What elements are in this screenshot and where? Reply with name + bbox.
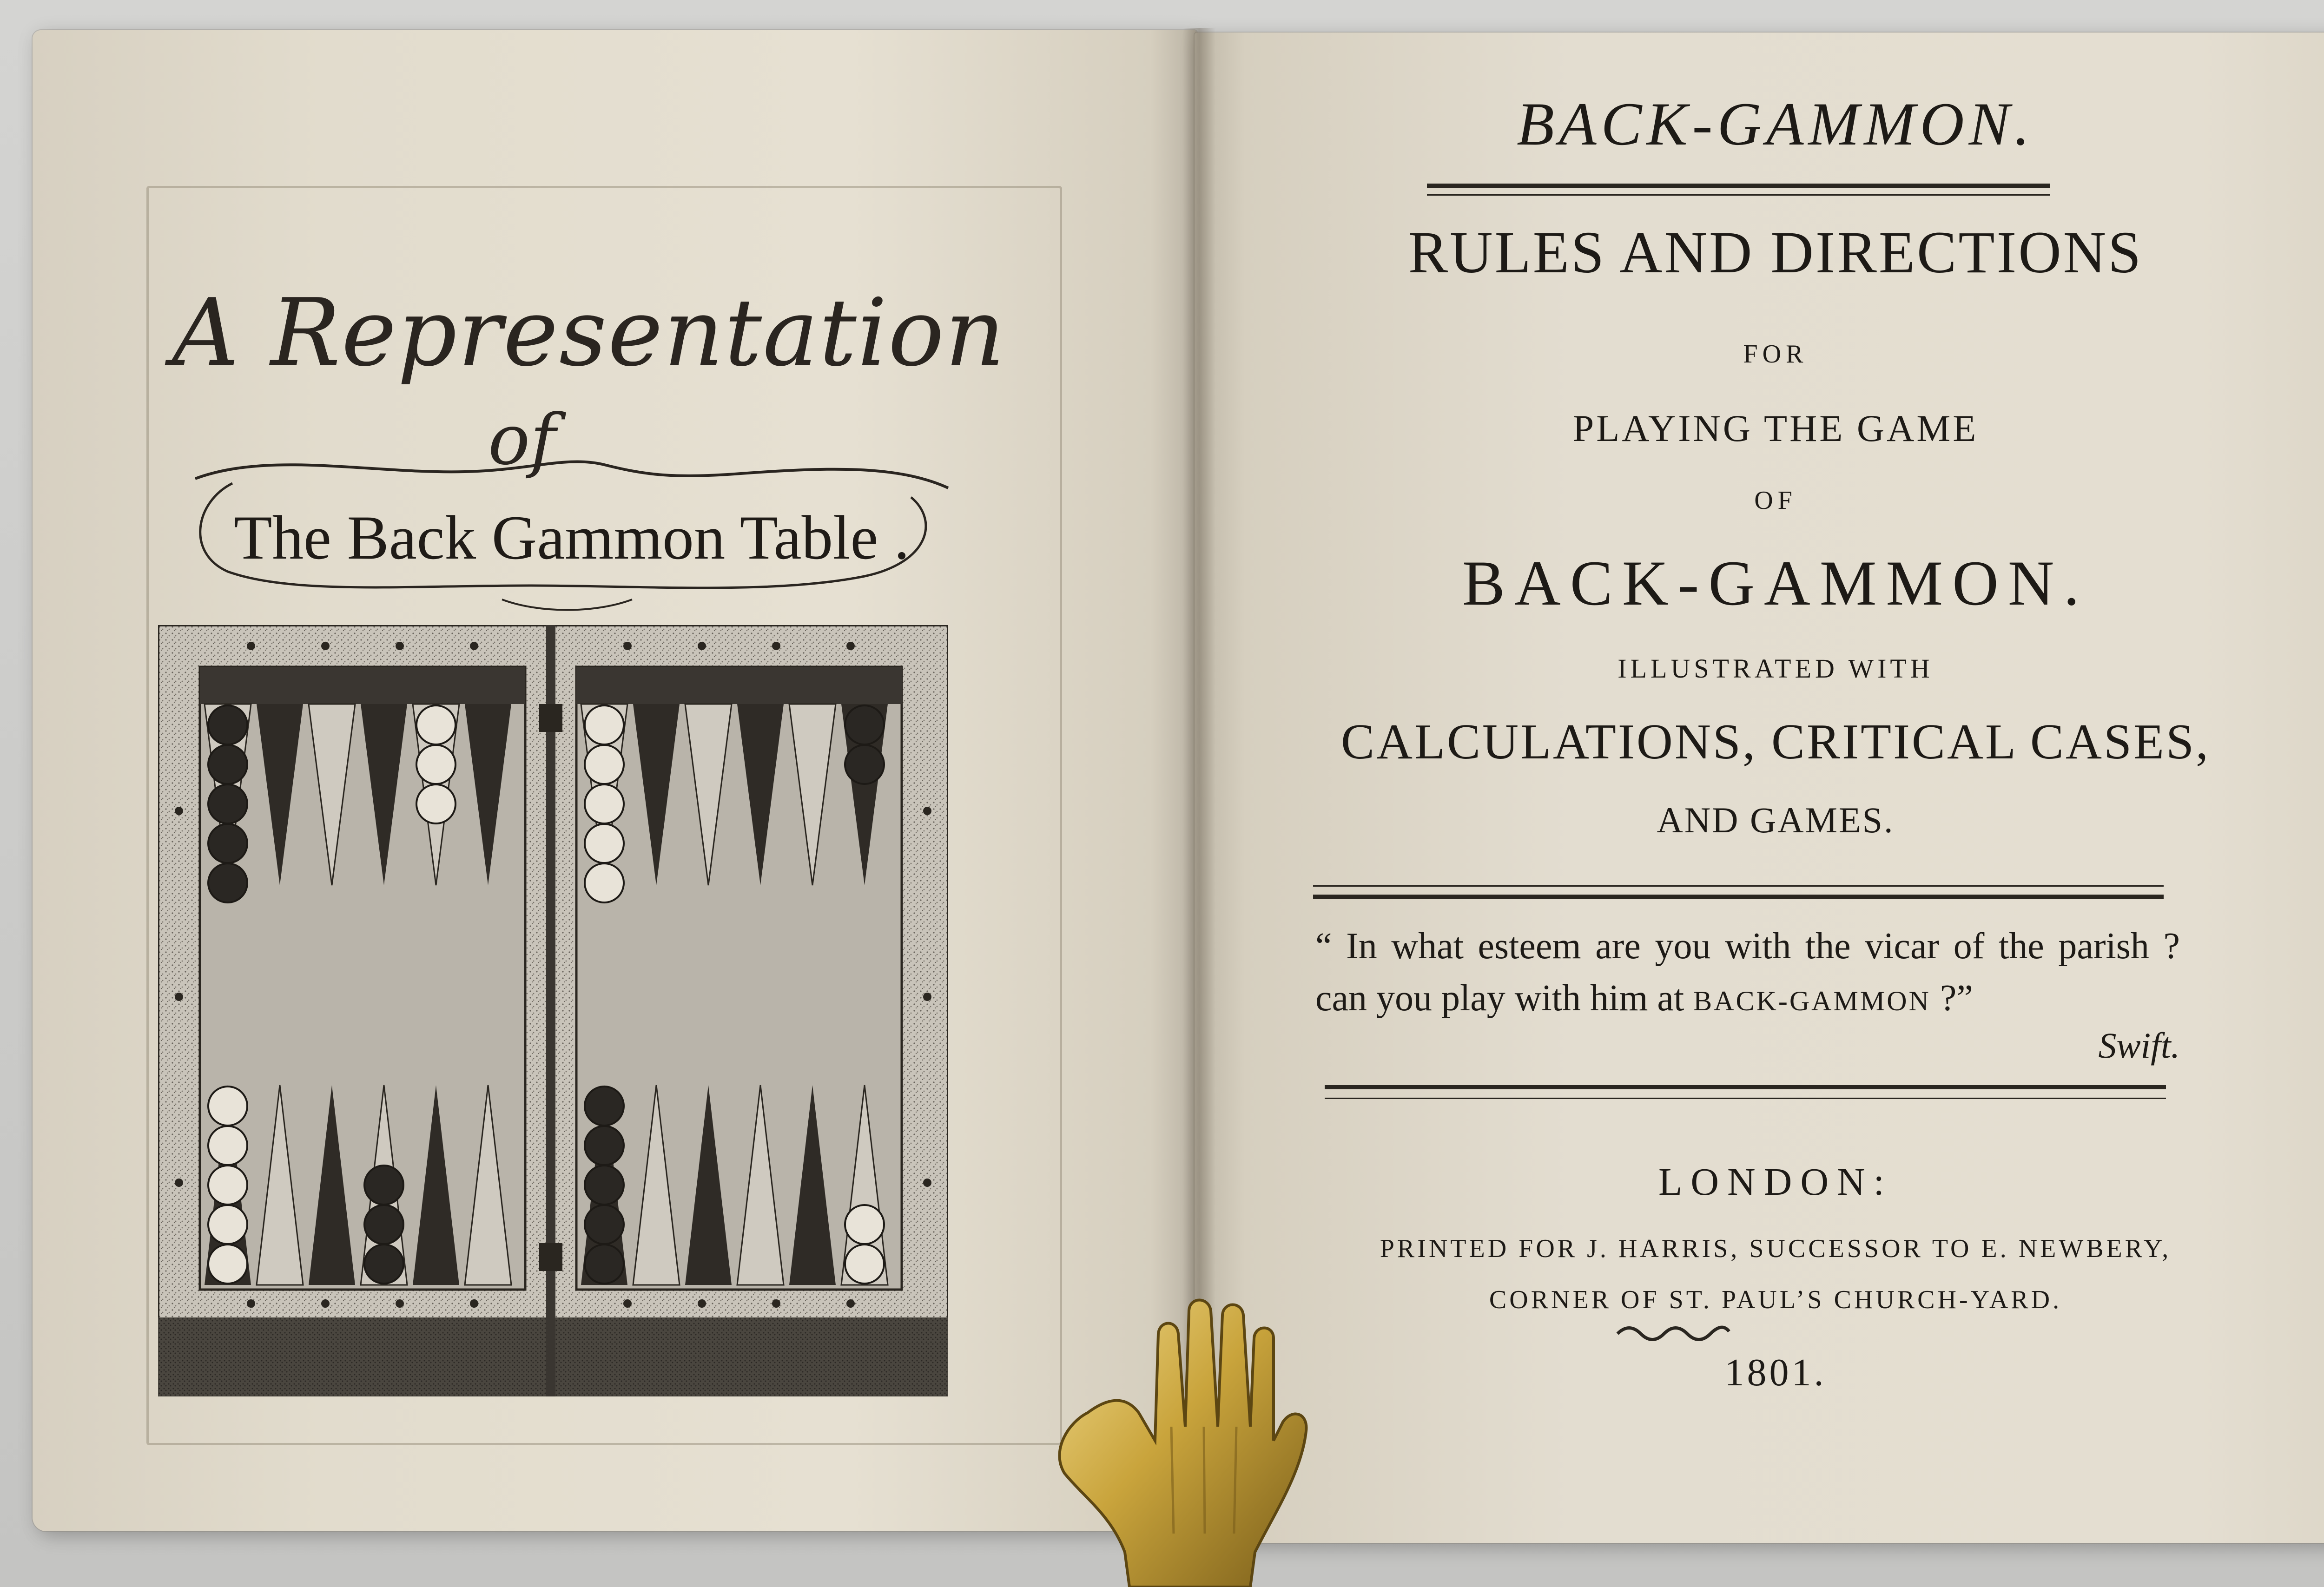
title-calculations: CALCULATIONS, CRITICAL CASES, [1340, 714, 2211, 770]
epigraph-text-2: ?” [1930, 978, 1973, 1019]
imprint-printer: PRINTED FOR J. HARRIS, SUCCESSOR TO E. NEWBERY, [1380, 1234, 2172, 1263]
double-rule-bottom-a [1325, 1085, 2166, 1089]
main-title-back-gammon: BACK-GAMMON. [1462, 547, 2089, 619]
double-rule-top-a [1313, 885, 2164, 887]
imprint-address: CORNER OF ST. PAUL’S CHURCH-YARD. [1489, 1285, 2062, 1314]
imprint-swash-ornament [1613, 1320, 1734, 1343]
title-rules-and-directions: RULES AND DIRECTIONS [1408, 219, 2143, 285]
header-rule-thin [1427, 194, 2050, 196]
running-header-title: BACK-GAMMON. [1517, 90, 2034, 158]
title-and-games: AND GAMES. [1657, 800, 1895, 840]
imprint-city: LONDON: [1658, 1160, 1893, 1204]
epigraph-text-1: “ In what esteem are you with the vicar of the parish ? can you play with him at [1315, 926, 2180, 1019]
imprint-year: 1801. [1724, 1351, 1827, 1394]
title-illustrated-with: ILLUSTRATED WITH [1618, 653, 1934, 684]
epigraph-quote [1315, 920, 2180, 1027]
double-rule-top-b [1313, 895, 2164, 899]
frontispiece-script-of: of [488, 400, 556, 481]
header-rule-thick [1427, 184, 2050, 188]
title-of: OF [1754, 486, 1797, 515]
brass-hand-page-holder [1032, 1273, 1348, 1587]
backgammon-board-engraving [158, 625, 948, 1396]
epigraph-attribution: Swift. [2098, 1025, 2180, 1066]
title-playing-the-game: PLAYING THE GAME [1572, 407, 1979, 449]
double-rule-bottom-b [1325, 1098, 2166, 1099]
frontispiece-table-title: The Back Gammon Table . [234, 503, 910, 573]
epigraph-smallcaps: BACK-GAMMON [1693, 986, 1931, 1016]
frontispiece-script-title: A Representation [172, 279, 1006, 387]
title-for: FOR [1743, 340, 1808, 369]
